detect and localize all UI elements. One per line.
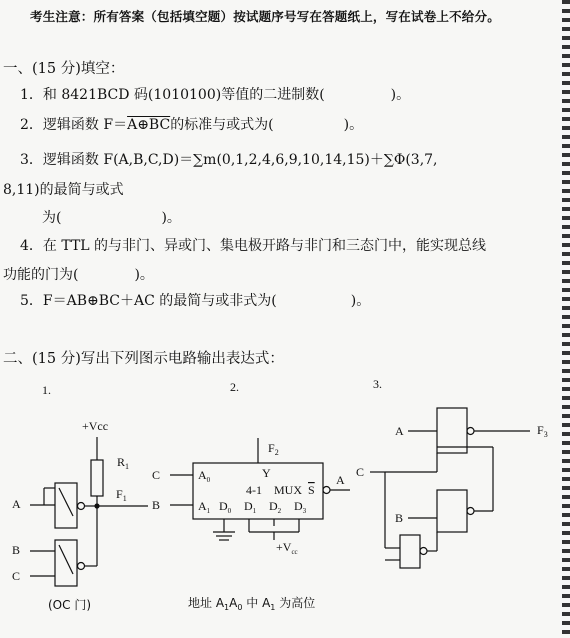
- fig2-f2-label: $F_2$: [268, 441, 279, 457]
- question-3-line1: 3．逻辑函数 F(A,B,C,D)＝∑m(0,1,2,4,6,9,10,14,15)＋∑Φ(3,7,: [20, 152, 438, 168]
- fig1-oc-gate-upper: [55, 483, 77, 528]
- fig3-output-f3: $F_3$: [537, 423, 548, 439]
- mux-d2-label: $D_2$: [269, 499, 282, 515]
- mux-enable-bubble: [323, 487, 330, 494]
- mux-enable-label: S: [308, 483, 315, 497]
- mux-d3-label: $D_3$: [294, 499, 307, 515]
- fig1-f1-label: $F_1$: [116, 487, 127, 503]
- question-4-line2: 功能的门为( )。: [3, 267, 154, 283]
- mux-type-label: 4-1 MUX: [246, 483, 302, 497]
- fig3-gate-bottom-bubble: [420, 548, 427, 555]
- fig2-caption: 地址 $A_1A_0$ 中 $A_1$ 为高位: [188, 596, 316, 612]
- fig3-input-c: C: [356, 465, 365, 479]
- q2-overlined-expression: A⊕BC: [127, 117, 171, 133]
- mux-d1-label: $D_1$: [244, 499, 257, 515]
- fig1-input-c: C: [12, 569, 21, 583]
- fig3-gate-middle: [437, 490, 467, 532]
- fig1-oc-gate-lower: [55, 540, 77, 586]
- perforated-edge: [562, 0, 570, 638]
- fig1-input-b: B: [12, 543, 21, 557]
- mux-d0-label: $D_0$: [219, 499, 232, 515]
- fig1-gate-upper-bubble: [78, 503, 85, 510]
- section1-title: 一、(15 分)填空：: [3, 61, 125, 77]
- fig3-gate-top: [437, 408, 467, 453]
- fig3-gate-middle-bubble: [467, 508, 474, 515]
- question-5: 5．F＝AB⊕BC＋AC 的最简与或非式为( )。: [20, 293, 371, 309]
- fig2-enable-input-a: A: [336, 473, 345, 487]
- fig3-input-a: A: [395, 424, 404, 438]
- question-1: 1．和 8421BCD 码(1010100)等值的二进制数( )。: [20, 87, 411, 103]
- fig3-number: 3.: [373, 377, 382, 391]
- question-3-line2: 8,11)的最简与或式: [3, 182, 124, 198]
- figure-2-mux: [152, 380, 350, 612]
- fig1-number: 1.: [42, 383, 51, 397]
- fig3-gate-bottom: [400, 535, 420, 568]
- fig1-gate-lower-bubble: [78, 563, 85, 570]
- fig1-caption: (OC 门): [48, 598, 92, 612]
- fig3-gate-top-bubble: [467, 428, 474, 435]
- mux-a0-label: $A_0$: [198, 468, 211, 484]
- fig1-r1-label: $R_1$: [117, 455, 130, 471]
- resistor-r1: [91, 460, 103, 496]
- mux-y-label: Y: [262, 466, 271, 480]
- fig1-input-a: A: [12, 497, 21, 511]
- fig2-input-b: B: [152, 498, 161, 512]
- fig1-vcc-label: +Vcc: [82, 419, 109, 433]
- fig2-vcc-label: $+V_{cc}$: [276, 540, 298, 556]
- fig3-input-b: B: [395, 511, 404, 525]
- fig2-number: 2.: [230, 380, 239, 394]
- mux-a1-label: $A_1$: [198, 499, 211, 515]
- question-2: 2．逻辑函数 F＝A⊕BC的标准与或式为( )。: [20, 117, 364, 133]
- exam-notice: 考生注意：所有答案（包括填空题）按试题序号写在答题纸上，写在试卷上不给分。: [30, 9, 500, 24]
- figure-1-oc-gates: [12, 383, 148, 612]
- section2-title: 二、(15 分)写出下列图示电路输出表达式：: [3, 351, 284, 367]
- figure-3-nand-network: [356, 377, 548, 568]
- question-3-line3: 为( )。: [42, 210, 181, 226]
- fig2-input-c: C: [152, 468, 161, 482]
- question-4-line1: 4．在 TTL 的与非门、异或门、集电极开路与非门和三态门中，能实现总线: [20, 238, 487, 254]
